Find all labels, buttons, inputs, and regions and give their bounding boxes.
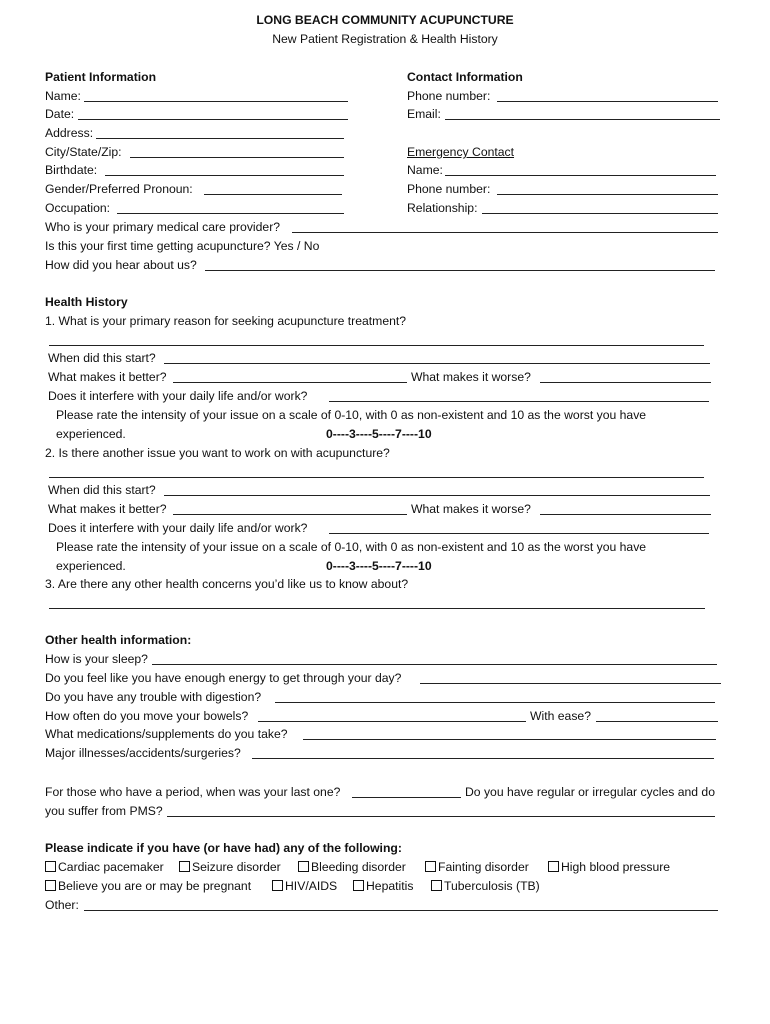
other-health-heading: Other health information: bbox=[45, 633, 192, 647]
interfere-field-1[interactable] bbox=[329, 401, 709, 402]
occupation-label: Occupation: bbox=[45, 201, 111, 215]
illnesses-field[interactable] bbox=[252, 758, 714, 759]
ease-label: With ease? bbox=[530, 709, 591, 723]
gender-field[interactable] bbox=[204, 194, 342, 195]
interfere-field-2[interactable] bbox=[329, 533, 709, 534]
phone-label: Phone number: bbox=[407, 89, 491, 103]
checkbox-icon[interactable] bbox=[548, 861, 559, 872]
experienced-label-1: experienced. bbox=[56, 427, 126, 441]
intensity-scale-1[interactable]: 0----3----5----7----10 bbox=[326, 427, 432, 441]
address-label: Address: bbox=[45, 126, 94, 140]
experienced-label-2: experienced. bbox=[56, 559, 126, 573]
city-state-zip-label: City/State/Zip: bbox=[45, 145, 122, 159]
birthdate-field[interactable] bbox=[105, 175, 344, 176]
condition-pregnant[interactable]: Believe you are or may be pregnant bbox=[45, 879, 251, 894]
medications-label: What medications/supplements do you take? bbox=[45, 727, 288, 741]
condition-high-blood-pressure[interactable]: High blood pressure bbox=[548, 860, 670, 875]
emergency-name-label: Name: bbox=[407, 163, 443, 177]
energy-field[interactable] bbox=[420, 683, 721, 684]
conditions-heading: Please indicate if you have (or have had) any of the following: bbox=[45, 841, 402, 855]
when-start-label-1: When did this start? bbox=[48, 351, 156, 365]
other-condition-label: Other: bbox=[45, 898, 79, 912]
interfere-label-1: Does it interfere with your daily life and/or work? bbox=[48, 389, 308, 403]
checkbox-icon[interactable] bbox=[431, 880, 442, 891]
emergency-phone-field[interactable] bbox=[497, 194, 718, 195]
condition-hiv-aids[interactable]: HIV/AIDS bbox=[272, 879, 337, 894]
pms-label: you suffer from PMS? bbox=[45, 804, 163, 818]
question-3-answer[interactable] bbox=[49, 608, 705, 609]
last-period-field[interactable] bbox=[352, 797, 461, 798]
when-start-label-2: When did this start? bbox=[48, 483, 156, 497]
question-1: 1. What is your primary reason for seeking acupuncture treatment? bbox=[45, 314, 407, 328]
checkbox-icon[interactable] bbox=[353, 880, 364, 891]
date-label: Date: bbox=[45, 107, 75, 121]
pms-field[interactable] bbox=[167, 816, 715, 817]
question-3: 3. Are there any other health concerns you’d like us to know about? bbox=[45, 577, 409, 591]
illnesses-label: Major illnesses/accidents/surgeries? bbox=[45, 746, 241, 760]
hear-about-field[interactable] bbox=[205, 270, 715, 271]
when-start-field-2[interactable] bbox=[164, 495, 710, 496]
question-1-answer[interactable] bbox=[49, 345, 704, 346]
worse-label-1: What makes it worse? bbox=[411, 370, 531, 384]
checkbox-icon[interactable] bbox=[45, 861, 56, 872]
digestion-label: Do you have any trouble with digestion? bbox=[45, 690, 262, 704]
email-label: Email: bbox=[407, 107, 441, 121]
better-field-1[interactable] bbox=[173, 382, 407, 383]
last-period-label: For those who have a period, when was your last one? bbox=[45, 785, 341, 799]
name-field[interactable] bbox=[84, 101, 348, 102]
condition-cardiac-pacemaker[interactable]: Cardiac pacemaker bbox=[45, 860, 164, 875]
email-field[interactable] bbox=[445, 119, 720, 120]
rate-instructions-1: Please rate the intensity of your issue on a scale of 0-10, with 0 as non-existent and 10 as the worst you have bbox=[56, 408, 647, 422]
emergency-name-field[interactable] bbox=[445, 175, 716, 176]
phone-field[interactable] bbox=[497, 101, 718, 102]
better-label-1: What makes it better? bbox=[48, 370, 167, 384]
checkbox-icon[interactable] bbox=[425, 861, 436, 872]
question-2: 2. Is there another issue you want to work on with acupuncture? bbox=[45, 446, 390, 460]
rate-instructions-2: Please rate the intensity of your issue on a scale of 0-10, with 0 as non-existent and 10 as the worst you have bbox=[56, 540, 647, 554]
gender-label: Gender/Preferred Pronoun: bbox=[45, 182, 193, 196]
better-label-2: What makes it better? bbox=[48, 502, 167, 516]
cycles-label: Do you have regular or irregular cycles and do bbox=[465, 785, 715, 799]
address-field[interactable] bbox=[96, 138, 344, 139]
relationship-field[interactable] bbox=[482, 213, 718, 214]
question-2-answer[interactable] bbox=[49, 477, 704, 478]
sleep-label: How is your sleep? bbox=[45, 652, 148, 666]
city-state-zip-field[interactable] bbox=[130, 157, 344, 158]
when-start-field-1[interactable] bbox=[164, 363, 710, 364]
hear-about-label: How did you hear about us? bbox=[45, 258, 197, 272]
form-subtitle: New Patient Registration & Health History bbox=[272, 32, 498, 46]
health-history-heading: Health History bbox=[45, 295, 128, 309]
condition-seizure-disorder[interactable]: Seizure disorder bbox=[179, 860, 281, 875]
form-title: LONG BEACH COMMUNITY ACUPUNCTURE bbox=[256, 13, 514, 27]
ease-field[interactable] bbox=[596, 721, 718, 722]
occupation-field[interactable] bbox=[117, 213, 344, 214]
sleep-field[interactable] bbox=[152, 664, 717, 665]
checkbox-icon[interactable] bbox=[45, 880, 56, 891]
bowels-field[interactable] bbox=[258, 721, 526, 722]
contact-info-heading: Contact Information bbox=[407, 70, 523, 84]
energy-label: Do you feel like you have enough energy to get through your day? bbox=[45, 671, 402, 685]
digestion-field[interactable] bbox=[275, 702, 715, 703]
emergency-contact-heading: Emergency Contact bbox=[407, 145, 515, 159]
birthdate-label: Birthdate: bbox=[45, 163, 98, 177]
worse-label-2: What makes it worse? bbox=[411, 502, 531, 516]
primary-care-label: Who is your primary medical care provider? bbox=[45, 220, 281, 234]
condition-hepatitis[interactable]: Hepatitis bbox=[353, 879, 413, 894]
checkbox-icon[interactable] bbox=[272, 880, 283, 891]
condition-tuberculosis[interactable]: Tuberculosis (TB) bbox=[431, 879, 540, 894]
emergency-phone-label: Phone number: bbox=[407, 182, 491, 196]
patient-info-heading: Patient Information bbox=[45, 70, 157, 84]
condition-bleeding-disorder[interactable]: Bleeding disorder bbox=[298, 860, 406, 875]
relationship-label: Relationship: bbox=[407, 201, 478, 215]
interfere-label-2: Does it interfere with your daily life and/or work? bbox=[48, 521, 308, 535]
checkbox-icon[interactable] bbox=[298, 861, 309, 872]
checkbox-icon[interactable] bbox=[179, 861, 190, 872]
name-label: Name: bbox=[45, 89, 81, 103]
worse-field-2[interactable] bbox=[540, 514, 711, 515]
condition-fainting-disorder[interactable]: Fainting disorder bbox=[425, 860, 529, 875]
worse-field-1[interactable] bbox=[540, 382, 711, 383]
better-field-2[interactable] bbox=[173, 514, 407, 515]
other-condition-field[interactable] bbox=[84, 910, 718, 911]
date-field[interactable] bbox=[78, 119, 348, 120]
primary-care-field[interactable] bbox=[292, 232, 718, 233]
first-time-question: Is this your first time getting acupuncture? Yes / No bbox=[45, 239, 320, 253]
bowels-label: How often do you move your bowels? bbox=[45, 709, 249, 723]
medications-field[interactable] bbox=[303, 739, 716, 740]
intensity-scale-2[interactable]: 0----3----5----7----10 bbox=[326, 559, 432, 573]
